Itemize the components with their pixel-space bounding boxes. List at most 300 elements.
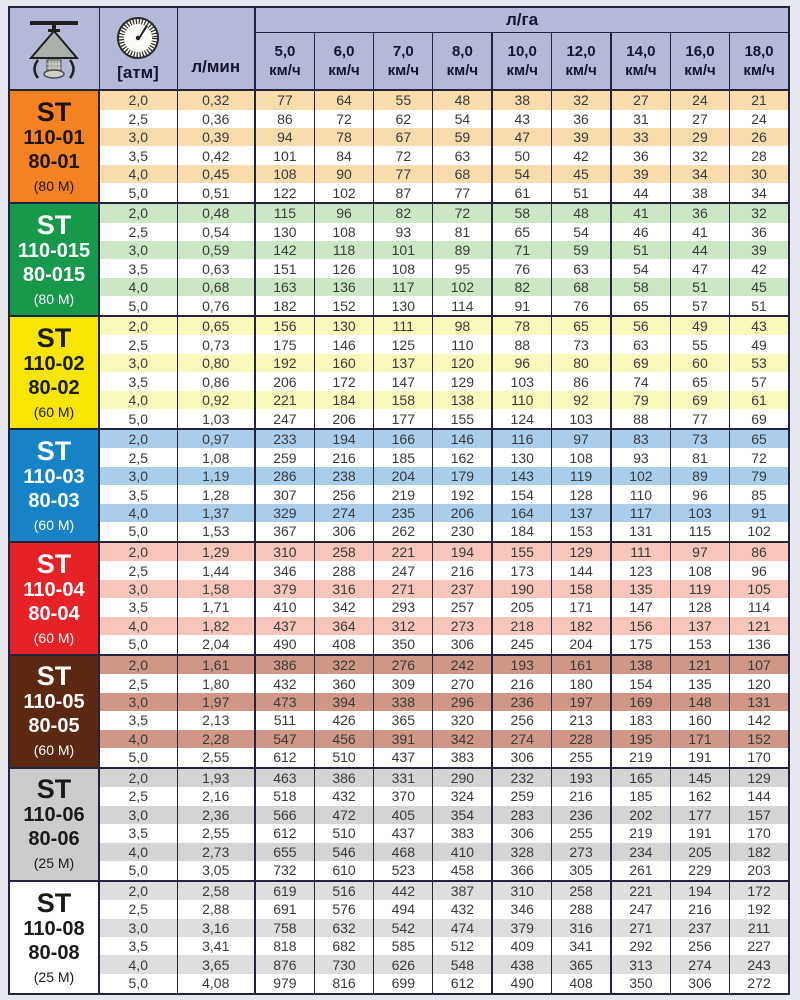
- rate-value-cell: 147: [374, 372, 433, 390]
- rate-value-cell: 152: [730, 730, 789, 748]
- rate-value-cell: 68: [433, 165, 492, 183]
- nozzle-label-code1: 110-05: [23, 691, 85, 714]
- rate-value-cell: 108: [314, 223, 373, 241]
- rate-value-cell: 322: [314, 655, 373, 675]
- rate-value-cell: 59: [433, 128, 492, 146]
- rate-value-cell: 55: [670, 335, 729, 353]
- rate-value-cell: 72: [730, 448, 789, 466]
- nozzle-label-code1: 110-04: [23, 578, 85, 601]
- rate-value-cell: 191: [670, 824, 729, 842]
- pressure-unit-label: [атм]: [117, 62, 159, 82]
- rate-value-cell: 437: [374, 748, 433, 768]
- rate-value-cell: 91: [492, 296, 551, 316]
- rate-value-cell: 316: [314, 580, 373, 598]
- rate-value-cell: 691: [255, 900, 314, 918]
- rate-value-cell: 626: [374, 955, 433, 973]
- rate-value-cell: 163: [255, 278, 314, 296]
- pressure-value-cell: 2,5: [99, 561, 177, 579]
- rate-value-cell: 54: [433, 110, 492, 128]
- rate-value-cell: 283: [492, 806, 551, 824]
- speed-column-18: 18,0 км/ч: [730, 33, 789, 91]
- rate-value-cell: 236: [492, 693, 551, 711]
- rate-value-cell: 36: [730, 223, 789, 241]
- rate-value-cell: 442: [374, 881, 433, 901]
- pressure-value-cell: 3,5: [99, 824, 177, 842]
- rate-value-cell: 206: [314, 409, 373, 429]
- rate-value-cell: 116: [492, 429, 551, 449]
- rate-value-cell: 306: [670, 974, 729, 994]
- nozzle-label-model: ST: [36, 96, 72, 127]
- flow-value-cell: 2,13: [177, 711, 255, 729]
- rate-value-cell: 394: [314, 693, 373, 711]
- rate-value-cell: 546: [314, 843, 373, 861]
- flow-value-cell: 1,28: [177, 485, 255, 503]
- rate-value-cell: 96: [492, 354, 551, 372]
- rate-value-cell: 274: [670, 955, 729, 973]
- nozzle-label-note: (60 M): [33, 516, 75, 533]
- rate-value-cell: 157: [730, 806, 789, 824]
- rate-value-cell: 256: [492, 711, 551, 729]
- rate-value-cell: 165: [611, 768, 670, 788]
- rate-value-cell: 432: [314, 787, 373, 805]
- rate-value-cell: 458: [433, 861, 492, 881]
- flow-value-cell: 2,88: [177, 900, 255, 918]
- rate-value-cell: 236: [552, 806, 611, 824]
- table-row: [9, 561, 789, 579]
- rate-value-cell: 612: [255, 824, 314, 842]
- rate-value-cell: 175: [255, 335, 314, 353]
- rate-value-cell: 258: [552, 881, 611, 901]
- nozzle-label-note: (80 M): [33, 177, 75, 194]
- rate-value-cell: 350: [374, 635, 433, 655]
- rate-value-cell: 276: [374, 655, 433, 675]
- rate-value-cell: 346: [255, 561, 314, 579]
- nozzle-label-110-04: [9, 542, 99, 655]
- rate-value-cell: 48: [552, 203, 611, 223]
- table-row: [9, 730, 789, 748]
- rate-value-cell: 93: [611, 448, 670, 466]
- flow-value-cell: 0,63: [177, 259, 255, 277]
- nozzle-label-model: ST: [36, 322, 72, 353]
- rate-value-cell: 88: [611, 409, 670, 429]
- rate-value-cell: 346: [492, 900, 551, 918]
- rate-value-cell: 54: [611, 259, 670, 277]
- rate-value-cell: 102: [314, 183, 373, 203]
- flow-value-cell: 1,19: [177, 467, 255, 485]
- table-row: [9, 429, 789, 449]
- flow-value-cell: 1,71: [177, 598, 255, 616]
- speed-column-12: 12,0 км/ч: [552, 33, 611, 91]
- table-row: [9, 90, 789, 110]
- rate-value-cell: 370: [374, 787, 433, 805]
- rate-value-cell: 206: [255, 372, 314, 390]
- rate-value-cell: 90: [314, 165, 373, 183]
- rate-value-cell: 274: [314, 504, 373, 522]
- nozzle-label-note: (60 M): [33, 629, 75, 646]
- pressure-gauge-icon: [115, 15, 161, 61]
- pressure-value-cell: 3,0: [99, 241, 177, 259]
- rate-value-cell: 158: [552, 580, 611, 598]
- rate-value-cell: 51: [611, 241, 670, 259]
- rate-value-cell: 38: [670, 183, 729, 203]
- rate-value-cell: 219: [374, 485, 433, 503]
- rate-value-cell: 42: [730, 259, 789, 277]
- nozzle-label-model: ST: [36, 661, 72, 692]
- rate-value-cell: 204: [552, 635, 611, 655]
- rate-value-cell: 310: [255, 542, 314, 562]
- flow-unit-label: л/мин: [191, 57, 241, 76]
- rate-value-cell: 271: [374, 580, 433, 598]
- nozzle-label-code2: 80-015: [22, 263, 86, 286]
- nozzle-label-code2: 80-06: [28, 828, 80, 851]
- rate-value-cell: 79: [611, 391, 670, 409]
- rate-value-cell: 405: [374, 806, 433, 824]
- rate-value-cell: 124: [492, 409, 551, 429]
- rate-value-cell: 101: [255, 146, 314, 164]
- rate-value-cell: 523: [374, 861, 433, 881]
- pressure-value-cell: 4,0: [99, 165, 177, 183]
- rate-value-cell: 136: [314, 278, 373, 296]
- flow-value-cell: 2,55: [177, 748, 255, 768]
- table-row: [9, 974, 789, 994]
- rate-value-cell: 131: [611, 522, 670, 542]
- rate-value-cell: 86: [255, 110, 314, 128]
- pressure-value-cell: 2,0: [99, 655, 177, 675]
- rate-value-cell: 137: [374, 354, 433, 372]
- rate-value-cell: 33: [611, 128, 670, 146]
- rate-value-cell: 54: [492, 165, 551, 183]
- rate-value-cell: 237: [670, 919, 729, 937]
- flow-value-cell: 0,65: [177, 316, 255, 336]
- rate-value-cell: 145: [670, 768, 729, 788]
- rate-value-cell: 49: [670, 316, 729, 336]
- table-row: [9, 937, 789, 955]
- rate-value-cell: 30: [730, 165, 789, 183]
- rate-value-cell: 73: [670, 429, 729, 449]
- rate-value-cell: 118: [314, 241, 373, 259]
- rate-value-cell: 82: [374, 203, 433, 223]
- rate-value-cell: 203: [730, 861, 789, 881]
- nozzle-label-note: (80 M): [33, 290, 75, 307]
- nozzle-label-note: (25 M): [33, 968, 75, 985]
- rate-value-cell: 76: [552, 296, 611, 316]
- rate-value-cell: 56: [611, 316, 670, 336]
- rate-value-cell: 156: [611, 617, 670, 635]
- rate-value-cell: 262: [374, 522, 433, 542]
- rate-value-cell: 162: [670, 787, 729, 805]
- nozzle-label-code2: 80-05: [28, 715, 80, 738]
- flow-value-cell: 1,93: [177, 768, 255, 788]
- rate-value-cell: 437: [255, 617, 314, 635]
- rate-value-cell: 408: [552, 974, 611, 994]
- table-row: [9, 580, 789, 598]
- rate-value-cell: 211: [730, 919, 789, 937]
- rate-value-cell: 171: [670, 730, 729, 748]
- rate-value-cell: 110: [611, 485, 670, 503]
- nozzle-label-110-02: [9, 316, 99, 429]
- rate-value-cell: 490: [255, 635, 314, 655]
- rate-value-cell: 73: [552, 335, 611, 353]
- rate-value-cell: 36: [670, 203, 729, 223]
- rate-value-cell: 172: [730, 881, 789, 901]
- rate-value-cell: 490: [492, 974, 551, 994]
- flow-value-cell: 3,65: [177, 955, 255, 973]
- table-row: [9, 183, 789, 203]
- flow-value-cell: 4,08: [177, 974, 255, 994]
- rate-value-cell: 31: [611, 110, 670, 128]
- flow-value-cell: 1,80: [177, 674, 255, 692]
- rate-value-cell: 432: [433, 900, 492, 918]
- rate-value-cell: 182: [552, 617, 611, 635]
- pressure-value-cell: 4,0: [99, 955, 177, 973]
- rate-value-cell: 612: [255, 748, 314, 768]
- table-row: [9, 296, 789, 316]
- table-row: [9, 241, 789, 259]
- rate-value-cell: 78: [492, 316, 551, 336]
- rate-value-cell: 474: [433, 919, 492, 937]
- rate-value-cell: 152: [314, 296, 373, 316]
- rate-value-cell: 185: [374, 448, 433, 466]
- rate-value-cell: 342: [314, 598, 373, 616]
- rate-value-cell: 177: [374, 409, 433, 429]
- rate-value-cell: 51: [730, 296, 789, 316]
- rate-value-cell: 383: [433, 824, 492, 842]
- table-row: [9, 504, 789, 522]
- rate-value-cell: 182: [255, 296, 314, 316]
- rate-value-cell: 24: [670, 90, 729, 110]
- rate-value-cell: 144: [730, 787, 789, 805]
- pressure-value-cell: 3,0: [99, 128, 177, 146]
- rate-value-cell: 144: [552, 561, 611, 579]
- nozzle-label-model: ST: [36, 209, 72, 240]
- rate-value-cell: 516: [314, 881, 373, 901]
- flow-value-cell: 0,51: [177, 183, 255, 203]
- rate-value-cell: 205: [670, 843, 729, 861]
- rate-value-cell: 57: [670, 296, 729, 316]
- flow-value-cell: 0,97: [177, 429, 255, 449]
- flow-value-cell: 1,08: [177, 448, 255, 466]
- table-row: [9, 617, 789, 635]
- rate-value-cell: 65: [730, 429, 789, 449]
- rate-value-cell: 114: [730, 598, 789, 616]
- rate-value-cell: 44: [611, 183, 670, 203]
- rate-value-cell: 80: [552, 354, 611, 372]
- pressure-value-cell: 2,5: [99, 223, 177, 241]
- table-row: [9, 861, 789, 881]
- table-row: [9, 146, 789, 164]
- rate-value-cell: 120: [433, 354, 492, 372]
- speed-column-7: 7,0 км/ч: [374, 33, 433, 91]
- rate-value-cell: 142: [730, 711, 789, 729]
- rate-value-cell: 26: [730, 128, 789, 146]
- rate-value-cell: 121: [730, 617, 789, 635]
- rate-value-cell: 472: [314, 806, 373, 824]
- rate-value-cell: 197: [552, 693, 611, 711]
- rate-value-cell: 50: [492, 146, 551, 164]
- rate-value-cell: 387: [433, 881, 492, 901]
- rate-value-cell: 320: [433, 711, 492, 729]
- pressure-value-cell: 2,5: [99, 335, 177, 353]
- rate-value-cell: 306: [314, 522, 373, 542]
- rate-value-cell: 158: [374, 391, 433, 409]
- rate-value-cell: 494: [374, 900, 433, 918]
- rate-value-cell: 261: [611, 861, 670, 881]
- rate-value-cell: 36: [552, 110, 611, 128]
- table-row: [9, 900, 789, 918]
- rate-value-cell: 61: [492, 183, 551, 203]
- rate-value-cell: 123: [611, 561, 670, 579]
- rate-value-cell: 65: [611, 296, 670, 316]
- flow-value-cell: 0,59: [177, 241, 255, 259]
- rate-value-cell: 44: [670, 241, 729, 259]
- rate-value-cell: 350: [611, 974, 670, 994]
- rate-value-cell: 510: [314, 748, 373, 768]
- rate-value-cell: 296: [433, 693, 492, 711]
- rate-value-cell: 170: [730, 824, 789, 842]
- nozzle-label-110-05: [9, 655, 99, 768]
- rate-value-cell: 175: [611, 635, 670, 655]
- rate-value-cell: 108: [374, 259, 433, 277]
- rate-value-cell: 202: [611, 806, 670, 824]
- nozzle-label-model: ST: [36, 548, 72, 579]
- rate-value-cell: 818: [255, 937, 314, 955]
- rate-value-cell: 227: [730, 937, 789, 955]
- rate-value-cell: 234: [611, 843, 670, 861]
- rate-value-cell: 65: [552, 316, 611, 336]
- flow-value-cell: 2,58: [177, 881, 255, 901]
- rate-value-cell: 49: [730, 335, 789, 353]
- flow-value-cell: 2,55: [177, 824, 255, 842]
- rate-value-cell: 619: [255, 881, 314, 901]
- pressure-value-cell: 5,0: [99, 183, 177, 203]
- rate-value-cell: 156: [255, 316, 314, 336]
- rate-value-cell: 146: [314, 335, 373, 353]
- rate-value-cell: 512: [433, 937, 492, 955]
- rate-value-cell: 286: [255, 467, 314, 485]
- rate-value-cell: 154: [611, 674, 670, 692]
- rate-value-cell: 41: [670, 223, 729, 241]
- rate-value-cell: 101: [374, 241, 433, 259]
- rate-value-cell: 68: [552, 278, 611, 296]
- table-row: [9, 748, 789, 768]
- rate-value-cell: 205: [492, 598, 551, 616]
- rate-value-cell: 142: [255, 241, 314, 259]
- rate-value-cell: 193: [552, 768, 611, 788]
- rate-value-cell: 288: [552, 900, 611, 918]
- rate-value-cell: 42: [552, 146, 611, 164]
- rate-value-cell: 114: [433, 296, 492, 316]
- rate-value-cell: 510: [314, 824, 373, 842]
- rate-value-cell: 84: [314, 146, 373, 164]
- table-row: [9, 223, 789, 241]
- rate-value-cell: 135: [611, 580, 670, 598]
- rate-value-cell: 192: [433, 485, 492, 503]
- pressure-value-cell: 2,0: [99, 768, 177, 788]
- nozzle-label-code1: 110-08: [23, 917, 85, 940]
- rate-value-cell: 61: [730, 391, 789, 409]
- nozzle-label-model: ST: [36, 774, 72, 805]
- rate-value-cell: 108: [670, 561, 729, 579]
- rate-value-cell: 64: [314, 90, 373, 110]
- rate-value-cell: 329: [255, 504, 314, 522]
- rate-value-cell: 72: [433, 203, 492, 223]
- rate-value-cell: 237: [433, 580, 492, 598]
- rate-value-cell: 306: [492, 748, 551, 768]
- rate-value-cell: 153: [552, 522, 611, 542]
- rate-value-cell: 87: [374, 183, 433, 203]
- rate-value-cell: 155: [492, 542, 551, 562]
- rate-value-cell: 55: [374, 90, 433, 110]
- pressure-value-cell: 4,0: [99, 391, 177, 409]
- rate-value-cell: 97: [670, 542, 729, 562]
- rate-value-cell: 379: [492, 919, 551, 937]
- pressure-value-cell: 3,5: [99, 485, 177, 503]
- pressure-value-cell: 2,0: [99, 881, 177, 901]
- rate-value-cell: 129: [552, 542, 611, 562]
- flow-value-cell: 0,92: [177, 391, 255, 409]
- flow-value-cell: 0,32: [177, 90, 255, 110]
- flow-value-cell: 0,86: [177, 372, 255, 390]
- rate-value-cell: 32: [730, 203, 789, 223]
- rate-value-cell: 221: [255, 391, 314, 409]
- rate-value-cell: 235: [374, 504, 433, 522]
- pressure-value-cell: 4,0: [99, 504, 177, 522]
- pressure-value-cell: 4,0: [99, 617, 177, 635]
- rate-value-cell: 410: [433, 843, 492, 861]
- rate-value-cell: 255: [552, 824, 611, 842]
- flow-value-cell: 3,05: [177, 861, 255, 881]
- rate-value-cell: 71: [492, 241, 551, 259]
- flow-column-header: [177, 7, 255, 90]
- rate-value-cell: 816: [314, 974, 373, 994]
- flow-value-cell: 2,73: [177, 843, 255, 861]
- rate-value-cell: 354: [433, 806, 492, 824]
- pressure-value-cell: 5,0: [99, 296, 177, 316]
- rate-value-cell: 730: [314, 955, 373, 973]
- rate-value-cell: 45: [730, 278, 789, 296]
- rate-value-cell: 219: [611, 748, 670, 768]
- rate-value-cell: 79: [730, 467, 789, 485]
- rate-value-cell: 195: [611, 730, 670, 748]
- rate-value-cell: 185: [611, 787, 670, 805]
- rate-value-cell: 83: [611, 429, 670, 449]
- rate-value-cell: 77: [670, 409, 729, 429]
- rate-value-cell: 379: [255, 580, 314, 598]
- rate-value-cell: 221: [374, 542, 433, 562]
- speed-column-6: 6,0 км/ч: [314, 33, 373, 91]
- rate-value-cell: 143: [492, 467, 551, 485]
- speed-column-10: 10,0 км/ч: [492, 33, 551, 91]
- rate-value-cell: 111: [374, 316, 433, 336]
- pressure-value-cell: 5,0: [99, 748, 177, 768]
- pressure-value-cell: 2,0: [99, 542, 177, 562]
- rate-value-cell: 456: [314, 730, 373, 748]
- rate-value-cell: 367: [255, 522, 314, 542]
- rate-value-cell: 160: [670, 711, 729, 729]
- rate-value-cell: 190: [492, 580, 551, 598]
- rate-value-cell: 655: [255, 843, 314, 861]
- pressure-value-cell: 3,0: [99, 580, 177, 598]
- table-row: [9, 711, 789, 729]
- rate-value-cell: 360: [314, 674, 373, 692]
- rate-value-cell: 98: [433, 316, 492, 336]
- table-row: [9, 955, 789, 973]
- rate-table-body: [9, 90, 789, 994]
- rate-value-cell: 243: [730, 955, 789, 973]
- nozzle-label-note: (60 M): [33, 403, 75, 420]
- rate-value-cell: 54: [552, 223, 611, 241]
- rate-value-cell: 426: [314, 711, 373, 729]
